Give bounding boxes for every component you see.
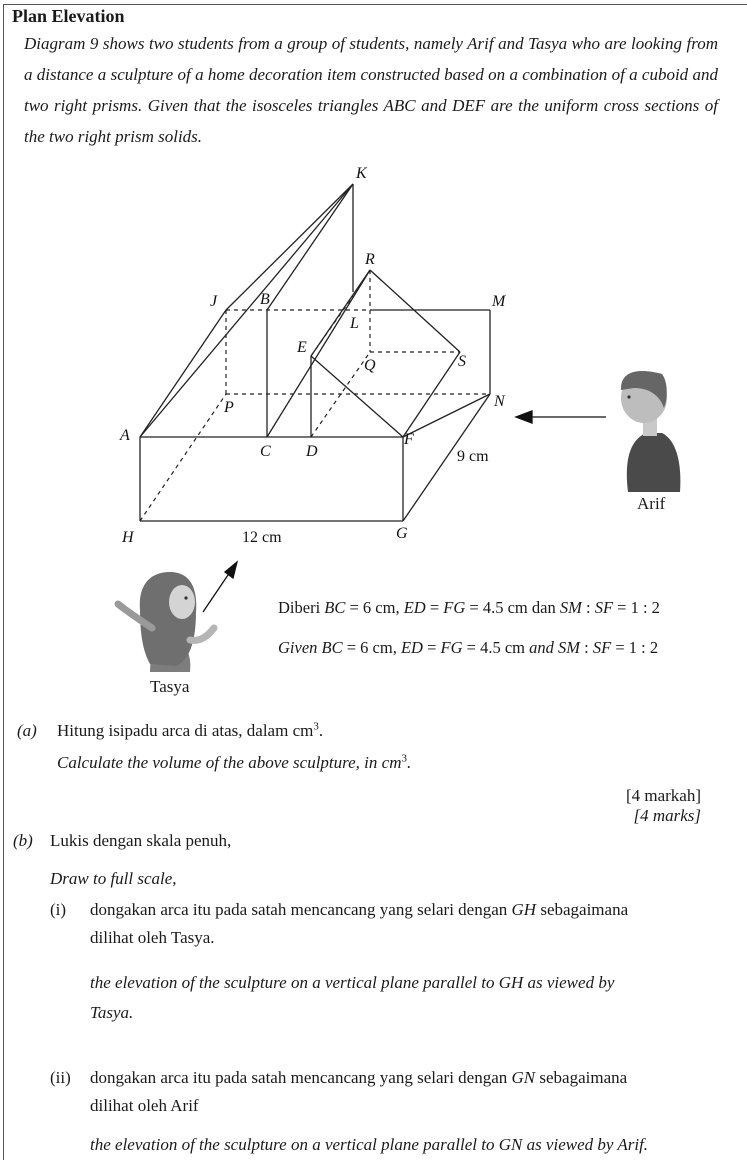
part-a-label: (a)	[17, 721, 37, 740]
label-D: D	[306, 443, 318, 460]
tasya-view-arrow	[203, 572, 230, 612]
label-Q: Q	[364, 357, 376, 374]
arif-arrow-head	[516, 411, 532, 423]
part-b-i-malay-post: sebagaimana	[536, 900, 629, 919]
label-C: C	[260, 443, 271, 460]
edge-AK	[140, 184, 353, 437]
part-b-i-english-line1: the elevation of the sculpture on a vertical plane parallel to GH as viewed by	[90, 973, 615, 992]
part-b-ii-malay-line1	[90, 1064, 627, 1092]
label-N: N	[494, 393, 505, 410]
given-english-prefix: Given	[278, 638, 322, 657]
part-b-i-malay-pre: dongakan arca itu pada satah mencancang yang selari dengan	[90, 900, 512, 919]
part-b-ii-malay-line2: dilihat oleh Arif	[90, 1096, 199, 1115]
part-b-ii-malay-var: GN	[511, 1068, 536, 1087]
label-K: K	[356, 165, 367, 182]
part-a-malay-text: Hitung isipadu arca di atas, dalam cm	[57, 721, 314, 740]
given-eq1: =	[425, 598, 444, 617]
given-ed-var-en: ED	[400, 638, 423, 657]
part-b-ii-english: the elevation of the sculpture on a vertical plane parallel to GN as viewed by Arif.	[90, 1135, 649, 1154]
given-colon-en: :	[580, 638, 593, 657]
given-fg-var-en: FG	[440, 638, 463, 657]
part-b-i-label: (i)	[50, 900, 67, 919]
hidden-HP	[140, 394, 226, 521]
part-a-malay-exp: 3	[313, 720, 319, 733]
tasya-face	[169, 585, 195, 619]
given-sf-var-en: SF	[592, 638, 612, 657]
intro-text: Diagram 9 shows two students from a group of students, namely Arif and Tasya who are looking from a distance a sculpture of a home decoration item constructed based on a combination of a cuboid and two right prisms. Given that the isosceles triangles ABC and DEF are the uniform cross sections of the two right prism solids.	[24, 34, 718, 146]
arif-eye	[627, 395, 630, 398]
given-ratio: = 1 : 2	[613, 598, 660, 617]
sculpture-diagram	[0, 150, 747, 710]
tasya-hair	[140, 572, 197, 666]
edge-CR	[267, 270, 370, 437]
edge-JK	[226, 184, 353, 310]
label-S: S	[458, 353, 466, 370]
part-a-english-end: .	[406, 753, 412, 772]
dimension-width: 12 cm	[242, 529, 282, 546]
given-bc-value-en: = 6 cm,	[342, 638, 401, 657]
edge-AJ	[140, 310, 226, 437]
label-E: E	[297, 339, 307, 356]
edge-RS	[370, 270, 460, 352]
label-F: F	[404, 431, 414, 448]
tasya-eye	[184, 596, 187, 599]
given-and-malay: dan	[527, 598, 560, 617]
part-a-malay-end: .	[318, 721, 324, 740]
given-ed-var: ED	[403, 598, 426, 617]
section-title: Plan Elevation	[12, 6, 125, 26]
given-malay	[278, 598, 660, 618]
given-eq1-en: =	[422, 638, 441, 657]
part-a-marks-english: [4 marks]	[633, 806, 701, 825]
part-b-i-malay-line2: dilihat oleh Tasya.	[90, 928, 215, 947]
given-bc-var: BC	[324, 598, 346, 617]
part-b-i-english-line2: Tasya.	[90, 1003, 134, 1022]
edge-KB	[267, 184, 353, 310]
given-ratio-en: = 1 : 2	[611, 638, 659, 657]
part-a-marks-malay: [4 markah]	[625, 786, 701, 805]
part-b-i-malay-line1	[90, 896, 628, 924]
label-P: P	[224, 399, 234, 416]
given-bc-value: = 6 cm,	[345, 598, 404, 617]
part-a-english-text: Calculate the volume of the above sculpture, in cm	[57, 753, 402, 772]
part-b-malay: Lukis dengan skala penuh,	[50, 831, 232, 850]
given-sm-var: SM	[559, 598, 582, 617]
dimension-depth: 9 cm	[457, 448, 489, 465]
label-M: M	[492, 293, 506, 310]
edge-ER	[311, 270, 370, 356]
label-B: B	[260, 291, 270, 308]
given-colon: :	[581, 598, 595, 617]
label-G: G	[396, 525, 408, 542]
intro-paragraph	[24, 28, 718, 152]
given-and-english: and	[525, 638, 559, 657]
given-fg-var: FG	[443, 598, 466, 617]
label-A: A	[120, 427, 130, 444]
part-a-english	[57, 753, 411, 773]
given-bc-var-en: BC	[321, 638, 343, 657]
arif-torso	[627, 433, 681, 492]
given-english	[278, 638, 658, 658]
label-J: J	[210, 293, 218, 310]
given-len: 4.5 cm	[482, 598, 528, 617]
part-b-i-malay-var: GH	[511, 900, 537, 919]
part-b-ii-malay	[90, 1064, 627, 1120]
given-eq2: =	[465, 598, 483, 617]
label-L: L	[350, 315, 359, 332]
tasya-label: Tasya	[150, 677, 190, 696]
part-a-malay	[57, 721, 323, 741]
part-b-i-malay	[90, 896, 628, 952]
part-b-ii-malay-post: sebagaimana	[535, 1068, 628, 1087]
arif-label: Arif	[637, 494, 666, 513]
tasya-figure	[118, 572, 214, 672]
label-R: R	[365, 251, 375, 268]
given-sm-var-en: SM	[558, 638, 581, 657]
label-H: H	[122, 529, 134, 546]
part-b-english: Draw to full scale,	[50, 869, 177, 888]
part-b-ii-label: (ii)	[50, 1068, 71, 1087]
hidden-DQ	[311, 352, 370, 437]
part-b-label: (b)	[13, 831, 33, 850]
given-len-en: 4.5 cm	[480, 638, 526, 657]
given-malay-prefix: Diberi	[278, 598, 325, 617]
part-b-ii-malay-pre: dongakan arca itu pada satah mencancang yang selari dengan	[90, 1068, 512, 1087]
arif-figure	[621, 371, 680, 492]
given-sf-var: SF	[594, 598, 614, 617]
edge-FN	[403, 394, 490, 437]
part-b-i-english	[90, 969, 675, 1027]
given-eq2-en: =	[462, 638, 481, 657]
part-a-english-exp: 3	[401, 752, 407, 765]
edge-EF	[311, 356, 403, 437]
